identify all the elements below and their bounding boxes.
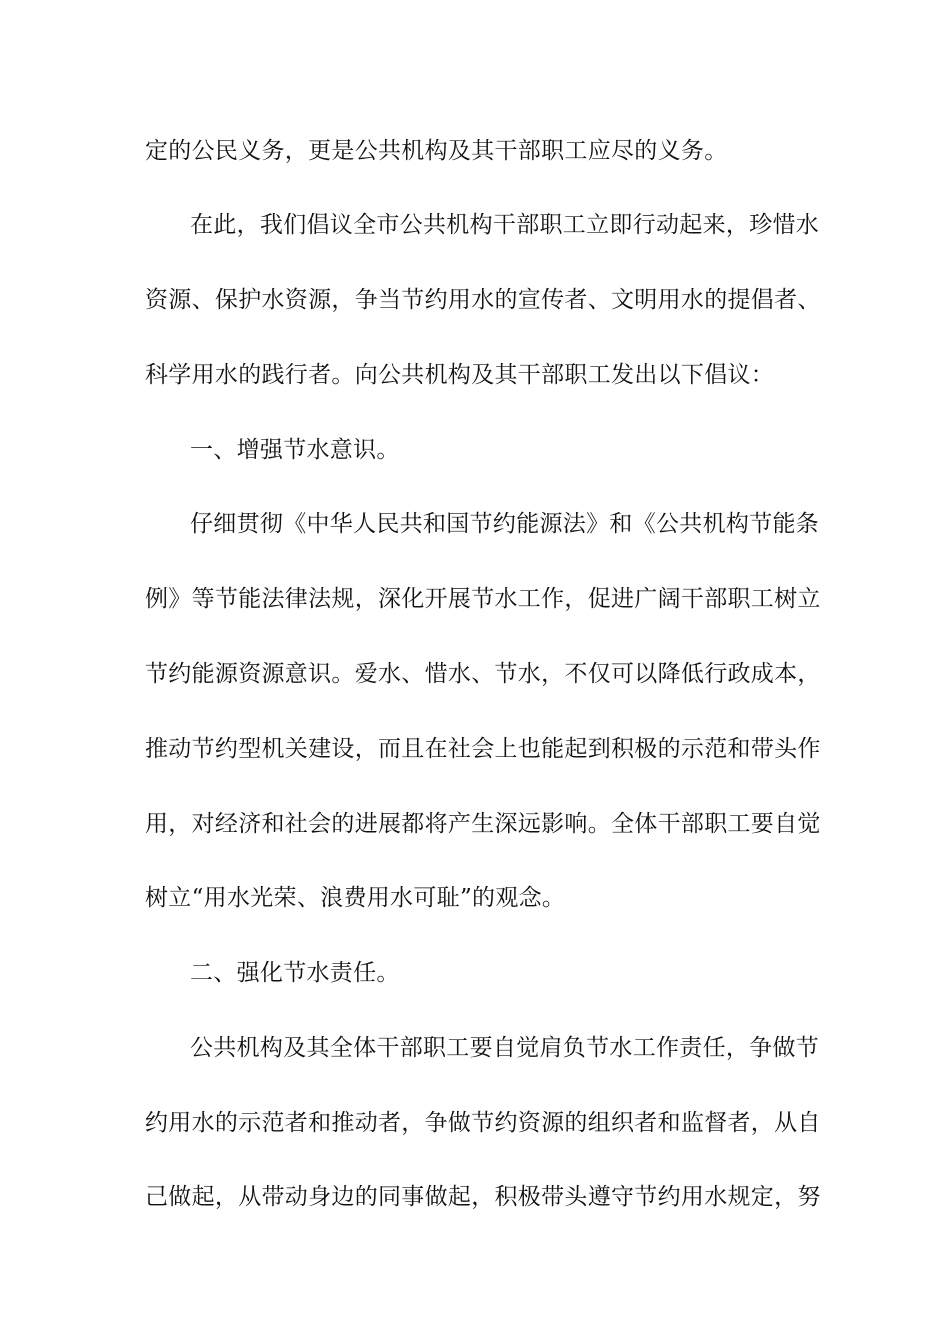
paragraph-line: 例》等节能法律法规，深化开展节水工作，促进广阔干部职工树立 — [145, 586, 821, 612]
paragraph-line: 用，对经济和社会的进展都将产生深远影响。全体干部职工要自觉 — [145, 811, 821, 837]
section-heading: 二、强化节水责任。 — [190, 960, 400, 986]
paragraph-line: 资源、保护水资源，争当节约用水的宣传者、文明用水的提倡者、 — [145, 287, 821, 313]
paragraph-line: 公共机构及其全体干部职工要自觉肩负节水工作责任，争做节 — [190, 1035, 820, 1061]
paragraph-line: 树立“用水光荣、浪费用水可耻”的观念。 — [145, 885, 566, 911]
paragraph-line: 节约能源资源意识。爱水、惜水、节水，不仅可以降低行政成本， — [145, 661, 821, 687]
paragraph-line: 在此，我们倡议全市公共机构干部职工立即行动起来，珍惜水 — [190, 212, 820, 238]
section-heading: 一、增强节水意识。 — [190, 437, 400, 463]
paragraph-line: 科学用水的践行者。向公共机构及其干部职工发出以下倡议： — [145, 362, 775, 388]
paragraph-line: 约用水的示范者和推动者，争做节约资源的组织者和监督者，从自 — [145, 1110, 821, 1136]
paragraph-line: 推动节约型机关建设，而且在社会上也能起到积极的示范和带头作 — [145, 736, 821, 762]
paragraph-line: 己做起，从带动身边的同事做起，积极带头遵守节约用水规定，努 — [145, 1184, 821, 1210]
paragraph-line: 定的公民义务，更是公共机构及其干部职工应尽的义务。 — [145, 138, 728, 164]
paragraph-line: 仔细贯彻《中华人民共和国节约能源法》和《公共机构节能条 — [190, 511, 820, 537]
